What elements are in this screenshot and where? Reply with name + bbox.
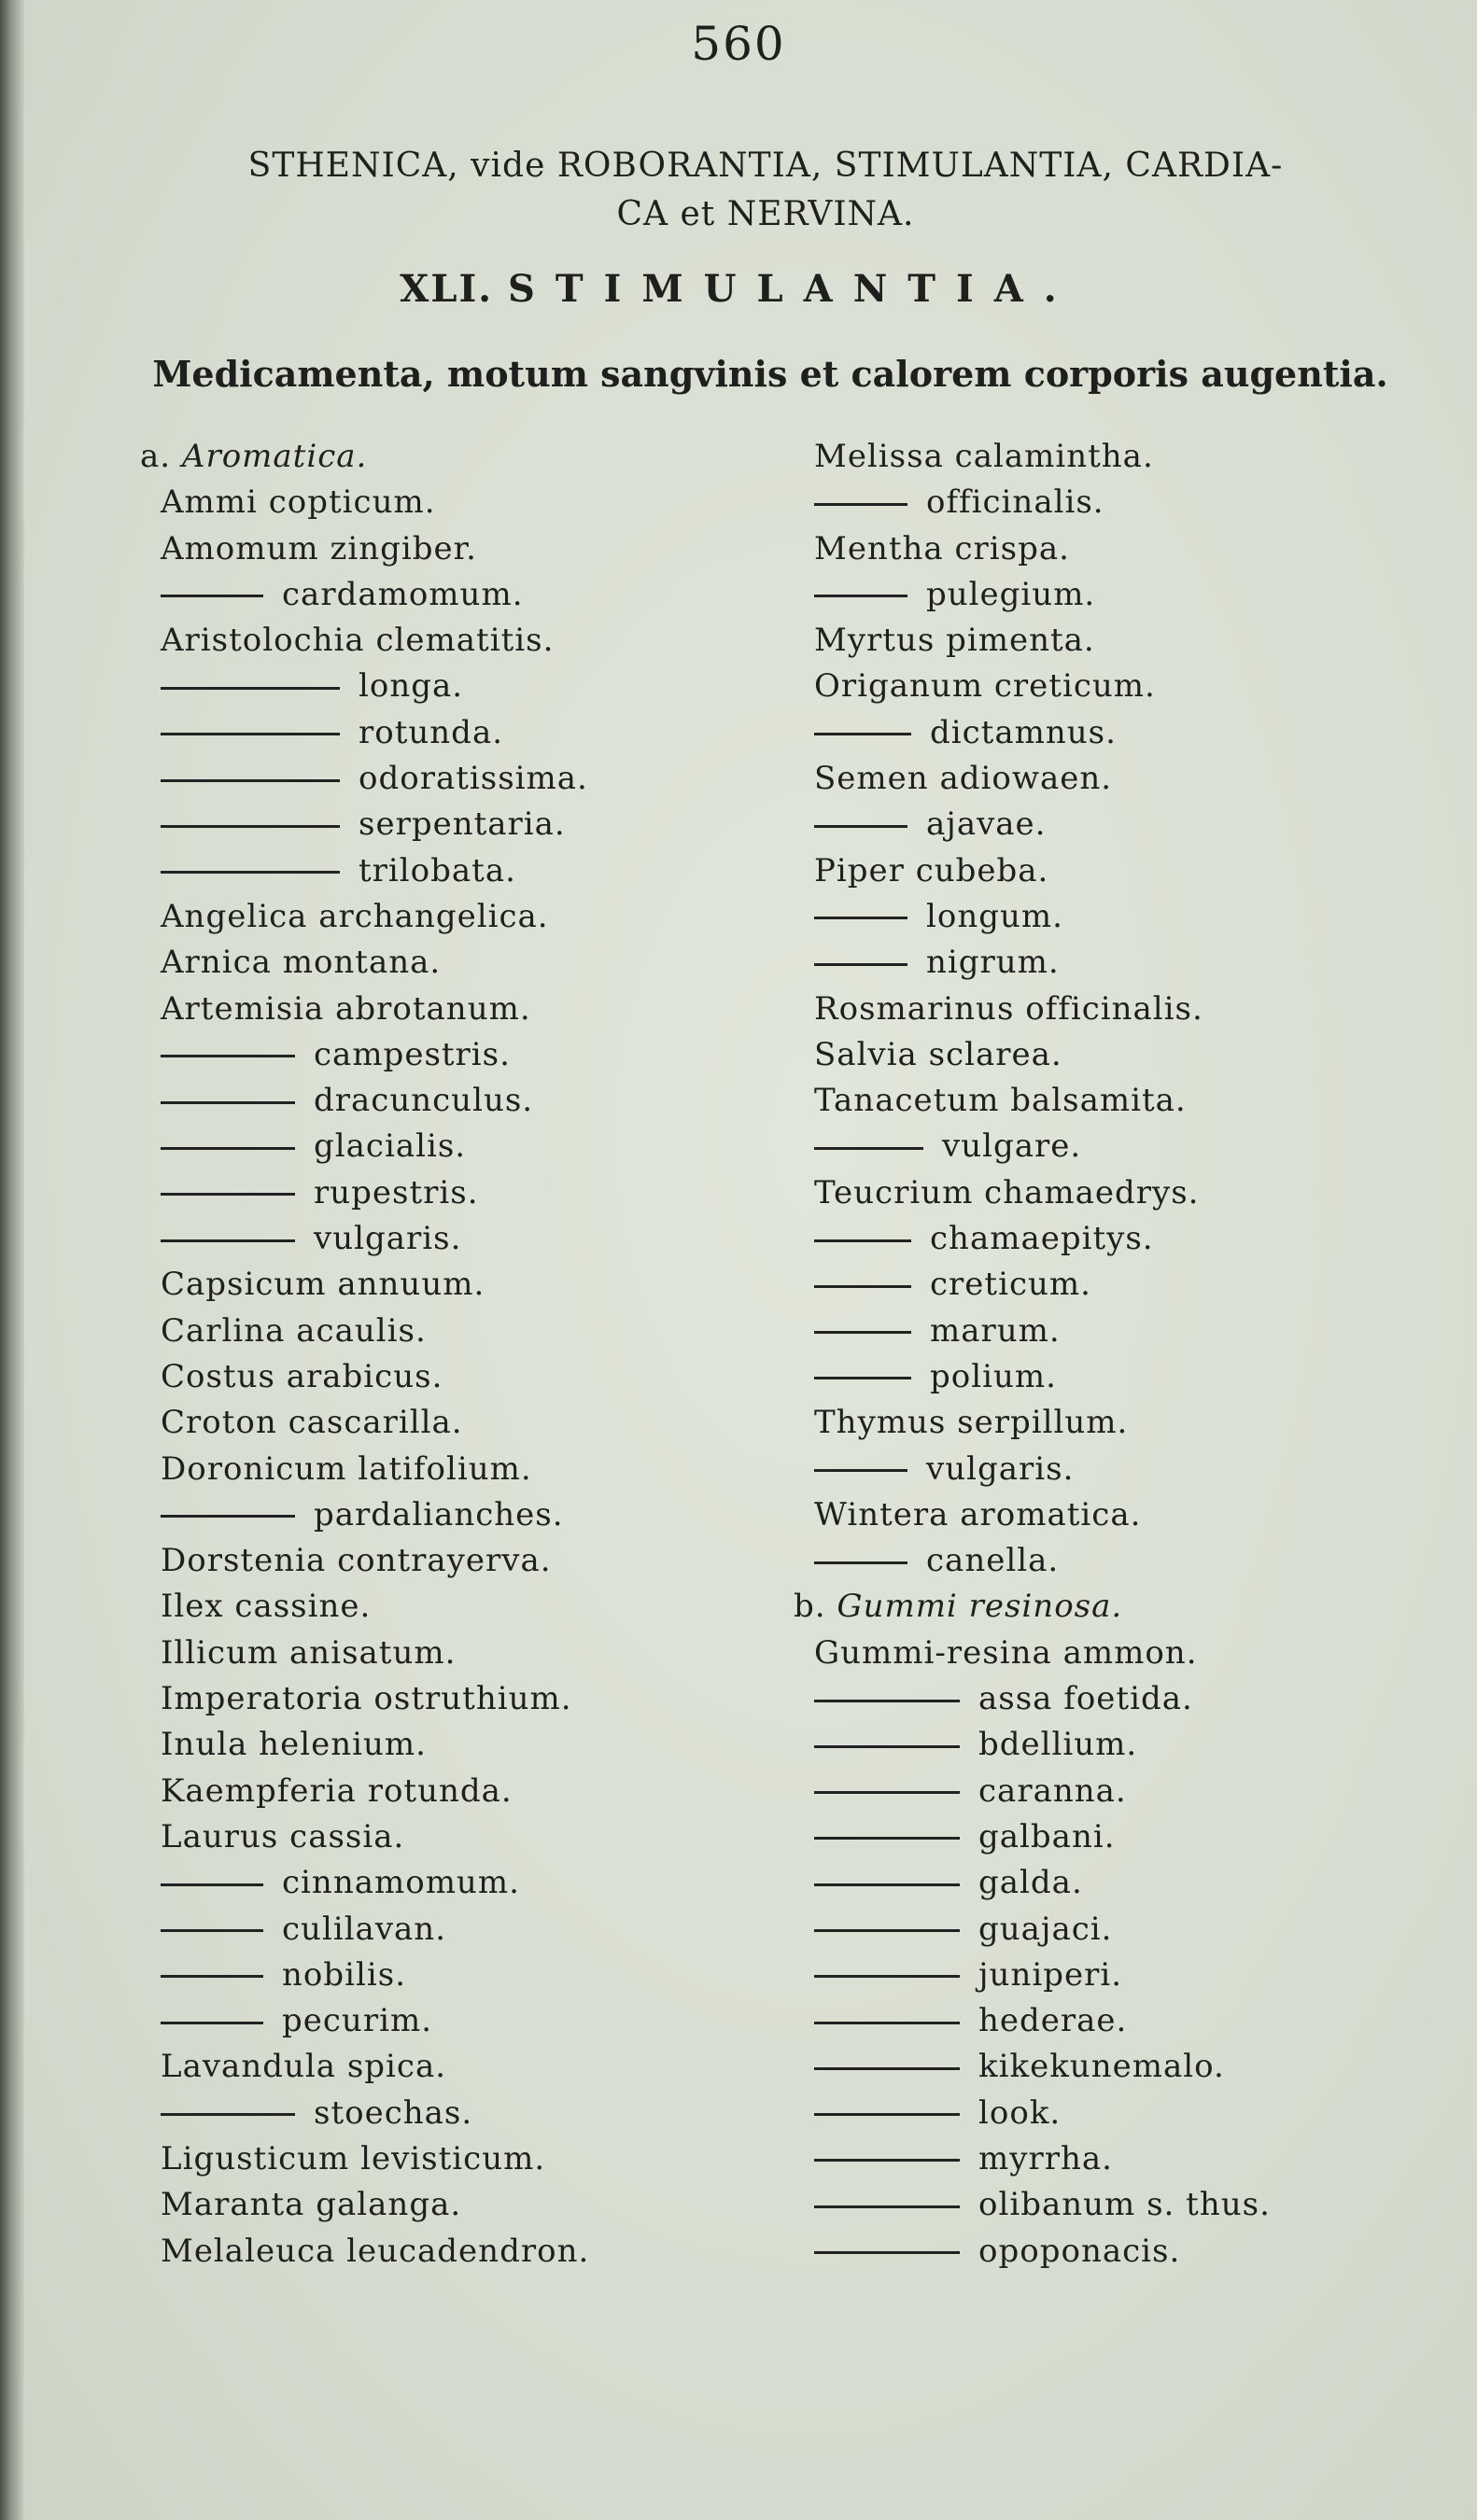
sub-entry xyxy=(140,1907,747,1953)
ditto-dash xyxy=(814,1285,911,1288)
main-entry xyxy=(140,2229,747,2275)
entry-text: longa. xyxy=(359,667,464,706)
sub-entry xyxy=(140,1492,747,1538)
entry-text: galbani. xyxy=(978,1817,1116,1855)
entry-text: Croton cascarilla. xyxy=(161,1404,463,1442)
entry-text: kikekunemalo. xyxy=(978,2048,1225,2086)
entry-text: Melaleuca leucadendron. xyxy=(161,2232,590,2270)
ditto-dash xyxy=(814,1147,923,1150)
entry-text: assa foetida. xyxy=(978,1680,1193,1718)
entry-text: guajaci. xyxy=(978,1910,1113,1948)
entry-text: polium. xyxy=(930,1357,1057,1395)
ditto-dash xyxy=(161,2022,263,2024)
sub-entry xyxy=(794,2136,1400,2182)
ditto-dash xyxy=(161,779,340,782)
entry-text: bdellium. xyxy=(978,1726,1138,1764)
sub-entry xyxy=(140,572,747,618)
entry-text: Piper cubeba. xyxy=(814,851,1049,889)
ditto-dash xyxy=(814,1929,960,1932)
sub-entry xyxy=(794,1814,1400,1860)
sub-entry xyxy=(794,2182,1400,2228)
entry-text: opoponacis. xyxy=(978,2232,1181,2270)
sub-entry xyxy=(794,802,1400,847)
group-title: Gummi resinosa. xyxy=(837,1588,1123,1626)
entry-text: Aristolochia clematitis. xyxy=(161,622,555,660)
main-entry xyxy=(794,1032,1400,1078)
ditto-dash xyxy=(161,871,340,874)
ditto-dash xyxy=(814,1331,911,1334)
entry-text: Ilex cassine. xyxy=(161,1588,372,1626)
entry-text: Wintera aromatica. xyxy=(814,1495,1142,1533)
entry-text: Doronicum latifolium. xyxy=(161,1449,532,1488)
entry-text: rupestris. xyxy=(314,1173,479,1211)
main-entry xyxy=(140,1631,747,1676)
entry-text: ajavae. xyxy=(926,805,1047,844)
entry-text: Salvia sclarea. xyxy=(814,1035,1062,1073)
sub-entry xyxy=(140,710,747,756)
entry-text: galda. xyxy=(978,1864,1083,1902)
main-entry xyxy=(140,1309,747,1354)
ditto-dash xyxy=(161,2113,295,2116)
sub-entry xyxy=(794,1860,1400,1906)
entry-text: cinnamomum. xyxy=(282,1864,520,1902)
ditto-dash xyxy=(814,1975,960,1978)
ditto-dash xyxy=(161,1101,295,1104)
main-entry xyxy=(140,1262,747,1308)
entry-text: serpentaria. xyxy=(359,805,566,844)
main-entry xyxy=(794,1170,1400,1216)
section-title xyxy=(0,267,1477,311)
entry-text: Myrtus pimenta. xyxy=(814,622,1095,660)
sub-entry xyxy=(794,1262,1400,1308)
main-entry xyxy=(140,2182,747,2228)
sub-entry xyxy=(140,2091,747,2136)
sub-entry xyxy=(794,710,1400,756)
entry-text: dracunculus. xyxy=(314,1082,534,1120)
main-entry xyxy=(140,1676,747,1722)
main-entry xyxy=(140,1814,747,1860)
ditto-dash xyxy=(814,733,911,735)
entry-text: Capsicum annuum. xyxy=(161,1266,485,1304)
sub-entry xyxy=(140,756,747,802)
section-definition: Medicamenta, motum sangvinis et calorem corporis augentia. xyxy=(152,353,1388,395)
entry-text: hederae. xyxy=(978,2002,1128,2040)
main-entry xyxy=(140,2044,747,2090)
main-entry xyxy=(140,894,747,940)
entry-text: juniperi. xyxy=(978,1955,1123,1994)
entry-text: Thymus serpillum. xyxy=(814,1404,1129,1442)
entry-text: longum. xyxy=(926,897,1063,935)
sub-entry xyxy=(794,1676,1400,1722)
page-number: 560 xyxy=(691,17,786,71)
main-entry xyxy=(140,1354,747,1400)
entry-text: Kaempferia rotunda. xyxy=(161,1771,513,1810)
entry-text: canella. xyxy=(926,1542,1060,1580)
entry-text: marum. xyxy=(930,1311,1061,1350)
entry-text: vulgare. xyxy=(942,1127,1082,1166)
entry-text: creticum. xyxy=(930,1266,1091,1304)
main-entry xyxy=(794,664,1400,709)
entry-text: Artemisia abrotanum. xyxy=(161,989,531,1028)
ditto-dash xyxy=(814,1561,907,1564)
entry-text: Laurus cassia. xyxy=(161,1817,405,1855)
main-entry xyxy=(794,1078,1400,1124)
ditto-dash xyxy=(814,595,907,597)
ditto-dash xyxy=(161,1239,295,1242)
main-entry xyxy=(140,940,747,986)
entry-text: olibanum s. thus. xyxy=(978,2186,1271,2224)
main-entry xyxy=(140,480,747,525)
entry-text: pecurim. xyxy=(282,2002,432,2040)
cross-reference-line-1: STHENICA, vide ROBORANTIA, STIMULANTIA, CARDIA- xyxy=(247,147,1284,185)
entry-text: Rosmarinus officinalis. xyxy=(814,989,1203,1028)
entry-text: Dorstenia contrayerva. xyxy=(161,1542,552,1580)
sub-entry xyxy=(140,1216,747,1262)
entry-text: Arnica montana. xyxy=(161,944,442,982)
ditto-dash xyxy=(814,2067,960,2070)
entry-text: odoratissima. xyxy=(359,760,588,798)
entry-text: culilavan. xyxy=(282,1910,447,1948)
group-marker: a. xyxy=(140,438,182,475)
main-entry xyxy=(794,618,1400,664)
ditto-dash xyxy=(814,1837,960,1840)
entry-text: Ammi copticum. xyxy=(161,483,436,522)
main-entry xyxy=(140,1400,747,1446)
sub-entry xyxy=(140,1170,747,1216)
sub-entry xyxy=(140,1032,747,1078)
sub-entry xyxy=(794,2044,1400,2090)
ditto-dash xyxy=(161,1929,263,1932)
sub-entry xyxy=(140,1124,747,1169)
ditto-dash xyxy=(161,1147,295,1150)
ditto-dash xyxy=(814,2251,960,2254)
ditto-dash xyxy=(814,2205,960,2208)
entry-text: look. xyxy=(978,2093,1062,2132)
entry-text: Melissa calamintha. xyxy=(814,438,1154,475)
entry-text: dictamnus. xyxy=(930,713,1117,751)
group-heading xyxy=(140,434,747,480)
sub-entry xyxy=(794,1538,1400,1584)
entry-text: Semen adiowaen. xyxy=(814,760,1113,798)
main-entry xyxy=(140,1722,747,1768)
main-entry xyxy=(794,1492,1400,1538)
main-entry xyxy=(140,2136,747,2182)
entry-text: vulgaris. xyxy=(314,1220,462,1258)
sub-entry xyxy=(140,1860,747,1906)
ditto-dash xyxy=(814,2022,960,2024)
sub-entry xyxy=(794,2229,1400,2275)
sub-entry xyxy=(140,664,747,709)
entry-text: Carlina acaulis. xyxy=(161,1311,427,1350)
book-spine-shadow xyxy=(0,0,24,2520)
sub-entry xyxy=(794,1309,1400,1354)
main-entry xyxy=(794,756,1400,802)
ditto-dash xyxy=(161,1193,295,1196)
entry-text: Imperatoria ostruthium. xyxy=(161,1680,572,1718)
entry-text: chamaepitys. xyxy=(930,1220,1154,1258)
cross-reference xyxy=(121,142,1410,239)
entry-text: Lavandula spica. xyxy=(161,2048,447,2086)
group-title: Aromatica. xyxy=(181,438,368,475)
main-entry xyxy=(794,987,1400,1032)
sub-entry xyxy=(794,1722,1400,1768)
entry-text: pardalianches. xyxy=(314,1495,564,1533)
ditto-dash xyxy=(814,917,907,919)
sub-entry xyxy=(794,1998,1400,2044)
entry-text: officinalis. xyxy=(926,483,1104,522)
group-marker: b. xyxy=(794,1588,837,1626)
sub-entry xyxy=(794,1124,1400,1169)
entry-text: Inula helenium. xyxy=(161,1726,427,1764)
main-entry xyxy=(140,1584,747,1630)
ditto-dash xyxy=(814,2113,960,2116)
left-column xyxy=(140,434,747,2275)
main-entry xyxy=(794,848,1400,894)
sub-entry xyxy=(794,1216,1400,1262)
entry-text: trilobata. xyxy=(359,851,516,889)
sub-entry xyxy=(794,572,1400,618)
sub-entry xyxy=(140,848,747,894)
entry-text: campestris. xyxy=(314,1035,511,1073)
entry-text: Teucrium chamaedrys. xyxy=(814,1173,1200,1211)
sub-entry xyxy=(794,1354,1400,1400)
sub-entry xyxy=(794,2091,1400,2136)
main-entry xyxy=(794,434,1400,480)
entry-text: Angelica archangelica. xyxy=(161,897,549,935)
sub-entry xyxy=(140,1953,747,1998)
entry-text: Maranta galanga. xyxy=(161,2186,462,2224)
sub-entry xyxy=(794,1953,1400,1998)
ditto-dash xyxy=(814,1883,960,1886)
ditto-dash xyxy=(161,1975,263,1978)
right-column xyxy=(794,434,1400,2275)
entry-text: glacialis. xyxy=(314,1127,467,1166)
main-entry xyxy=(140,1447,747,1492)
sub-entry xyxy=(794,1769,1400,1814)
entry-text: Origanum creticum. xyxy=(814,667,1156,706)
sub-entry xyxy=(794,1907,1400,1953)
ditto-dash xyxy=(161,1515,295,1518)
group-heading xyxy=(794,1584,1400,1630)
sub-entry xyxy=(794,1447,1400,1492)
main-entry xyxy=(794,1631,1400,1676)
main-entry xyxy=(140,1538,747,1584)
sub-entry xyxy=(794,480,1400,525)
cross-reference-line-2: CA et NERVINA. xyxy=(616,195,915,233)
entry-text: Costus arabicus. xyxy=(161,1357,443,1395)
sub-entry xyxy=(140,1078,747,1124)
entry-text: nobilis. xyxy=(282,1955,407,1994)
sub-entry xyxy=(140,1998,747,2044)
ditto-dash xyxy=(814,2159,960,2162)
entry-text: myrrha. xyxy=(978,2139,1113,2177)
entry-text: rotunda. xyxy=(359,713,504,751)
entry-text: Gummi-resina ammon. xyxy=(814,1633,1198,1672)
section-name: STIMULANTIA. xyxy=(508,267,1077,311)
ditto-dash xyxy=(161,1055,295,1057)
ditto-dash xyxy=(161,1883,263,1886)
entry-text: Illicum anisatum. xyxy=(161,1633,457,1672)
ditto-dash xyxy=(814,1469,907,1472)
entry-text: caranna. xyxy=(978,1771,1127,1810)
entry-text: pulegium. xyxy=(926,575,1096,613)
entry-text: vulgaris. xyxy=(926,1449,1075,1488)
main-entry xyxy=(794,526,1400,572)
entry-text: Ligusticum levisticum. xyxy=(161,2139,546,2177)
sub-entry xyxy=(794,894,1400,940)
main-entry xyxy=(140,1769,747,1814)
ditto-dash xyxy=(814,825,907,828)
section-numeral: XLI. xyxy=(400,267,494,311)
ditto-dash xyxy=(161,825,340,828)
entry-text: nigrum. xyxy=(926,944,1060,982)
ditto-dash xyxy=(814,1377,911,1379)
ditto-dash xyxy=(814,1745,960,1748)
ditto-dash xyxy=(161,733,340,735)
ditto-dash xyxy=(814,1791,960,1794)
ditto-dash xyxy=(161,595,263,597)
main-entry xyxy=(794,1400,1400,1446)
sub-entry xyxy=(140,802,747,847)
entry-text: Tanacetum balsamita. xyxy=(814,1082,1187,1120)
main-entry xyxy=(140,987,747,1032)
main-entry xyxy=(140,618,747,664)
ditto-dash xyxy=(161,687,340,690)
entry-text: cardamomum. xyxy=(282,575,524,613)
ditto-dash xyxy=(814,1700,960,1702)
main-entry xyxy=(140,526,747,572)
entry-text: stoechas. xyxy=(314,2093,473,2132)
ditto-dash xyxy=(814,1239,911,1242)
ditto-dash xyxy=(814,503,907,506)
ditto-dash xyxy=(814,963,907,966)
sub-entry xyxy=(794,940,1400,986)
entry-text: Amomum zingiber. xyxy=(161,529,477,567)
entry-text: Mentha crispa. xyxy=(814,529,1070,567)
